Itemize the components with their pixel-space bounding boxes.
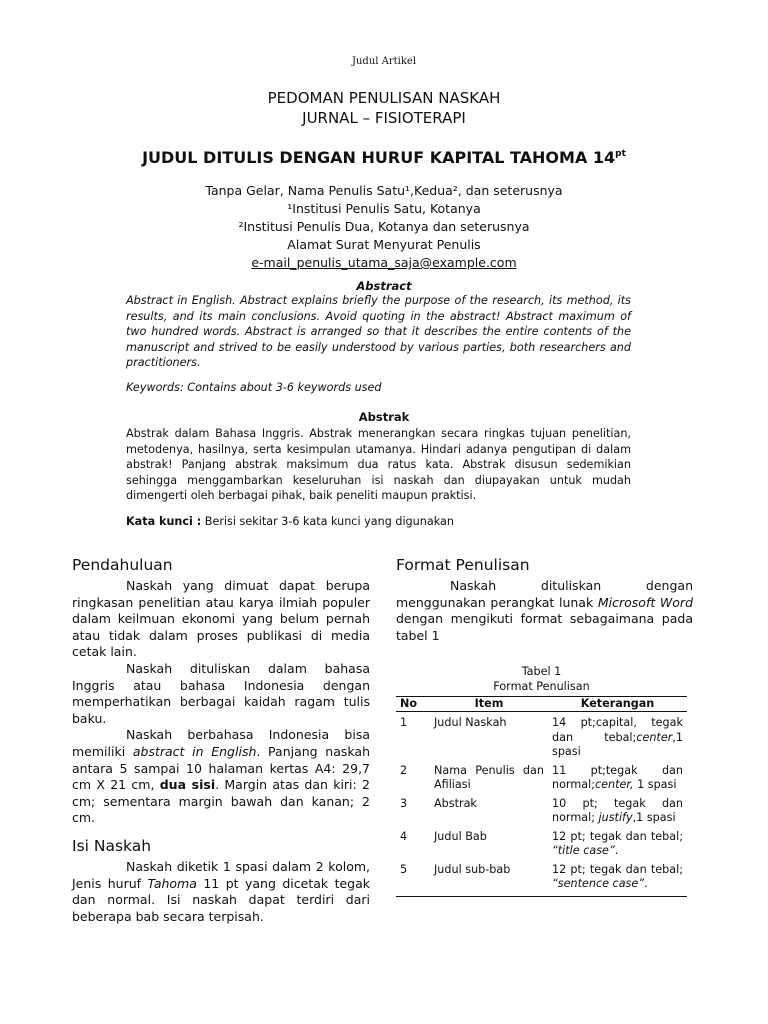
affiliation-1: ¹Institusi Penulis Satu, Kotanya (287, 201, 481, 216)
isi-naskah-paragraph (72, 859, 370, 925)
table-caption-number: Tabel 1 (521, 665, 562, 679)
table-caption-title: Format Penulisan (493, 680, 590, 694)
fmt-italic: Microsoft Word (597, 594, 694, 610)
running-head: Judul Artikel (351, 56, 417, 67)
p3-text-e: . Margin atas dan kiri: 2 cm; sementara margin bawah dan kanan; 2 cm. (72, 777, 370, 826)
pendahuluan-paragraph-3 (72, 727, 370, 827)
guide-title-line1: PEDOMAN PENULISAN NASKAH (267, 89, 501, 107)
article-title-text: JUDUL DITULIS DENGAN HURUF KAPITAL TAHOMA 14 (142, 148, 616, 167)
table-cell-item: Judul sub-bab (430, 859, 548, 897)
table-cell-no: 1 (400, 716, 408, 730)
p3-text-a: Naskah berbahasa Indonesia bisa memiliki (72, 727, 370, 759)
table-cell-item: Judul Naskah (434, 716, 507, 730)
table-cell-no: 4 (400, 829, 408, 843)
p3-text-c: . Panjang naskah antara 5 sampai 10 halaman kertas A4: 29,7 cm X 21 cm, (72, 743, 370, 793)
table-cell-item: Abstrak (434, 796, 477, 810)
table-caption (396, 664, 687, 694)
table-row (396, 760, 687, 793)
pendahuluan-paragraph-1: Naskah yang dimuat dapat berupa ringkasan penelitian atau karya ilmiah populer dalam keilmuan ekonomi yang belum pernah atau tidak dalam proses publikasi di media cetak lain. (72, 578, 370, 660)
affiliation-2: ²Institusi Penulis Dua, Kotanya dan seterusnya (238, 219, 530, 234)
right-column (396, 556, 693, 897)
table-cell-keterangan (548, 712, 687, 760)
abstract-english-text: Abstract in English. Abstract explains briefly the purpose of the research, its method, its results, and its main conclusions. Avoid quoting in the abstract! Abstract maximum of two hundred words. Abstract is arranged so that it describes the entire contents of the manuscript and strived to be easily understood by various parties, both researchers and practitioners. (126, 294, 631, 369)
fmt-text-a: Naskah dituliskan dengan menggunakan perangkat lunak (396, 578, 693, 610)
table-cell-keterangan (548, 793, 687, 826)
ket-text: 11 pt;tegak dan normal; (552, 763, 683, 792)
table-row (396, 793, 687, 826)
isi-text-a: Naskah diketik 1 spasi dalam 2 kolom, Jenis huruf (72, 858, 370, 891)
ket-text: 12 pt; tegak dan tebal; (552, 829, 683, 843)
ket-italic: center, (594, 778, 634, 792)
ket-text: ,1 spasi (552, 730, 683, 759)
table-cell-item: Nama Penulis dan Afiliasi (434, 763, 544, 792)
format-penulisan-paragraph (396, 578, 693, 644)
left-column (72, 556, 370, 925)
kata-kunci-text: Berisi sekitar 3-6 kata kunci yang digunakan (201, 515, 454, 528)
table-cell-no: 3 (400, 796, 408, 810)
fmt-text-c: dengan mengikuti format sebagaimana pada tabel 1 (396, 611, 693, 643)
section-heading-pendahuluan: Pendahuluan (72, 556, 173, 574)
table-row (396, 712, 687, 760)
section-heading-isi-naskah: Isi Naskah (72, 836, 152, 855)
guide-title (0, 88, 768, 128)
article-title-sup: pt (615, 149, 626, 159)
isi-text-c: 11 pt yang dicetak tegak dan normal. Isi naskah dapat terdiri dari beberapa bab secara terpisah. (72, 875, 370, 924)
table-cell-no: 2 (400, 763, 408, 777)
kata-kunci-label: Kata kunci : (126, 515, 202, 528)
ket-italic: center (636, 730, 673, 744)
pendahuluan-paragraph-2: Naskah dituliskan dalam bahasa Inggris atau bahasa Indonesia dengan memperhatikan berbagai kaidah ragam tulis baku. (72, 660, 370, 726)
author-names: Tanpa Gelar, Nama Penulis Satu¹,Kedua², dan seterusnya (205, 183, 563, 198)
ket-text: . (614, 844, 619, 858)
table-cell-keterangan (548, 826, 687, 859)
ket-italic: “title case” (552, 844, 615, 858)
article-title (0, 148, 768, 167)
guide-title-line2: JURNAL – FISIOTERAPI (302, 109, 466, 127)
table-header-item: Item (430, 697, 548, 712)
table-cell-keterangan (548, 859, 687, 897)
abstract-heading: Abstract (356, 279, 412, 293)
table-row (396, 859, 687, 897)
p3-bold: dua sisi (159, 777, 216, 793)
ket-italic: justify (598, 811, 633, 825)
keywords: Keywords: Contains about 3-6 keywords used (126, 381, 382, 394)
abstrak-heading: Abstrak (358, 410, 410, 424)
format-table (396, 696, 687, 897)
table-cell-item: Judul Bab (434, 829, 487, 843)
table-cell-keterangan (548, 760, 687, 793)
isi-italic: Tahoma (147, 875, 197, 891)
section-heading-format-penulisan: Format Penulisan (396, 556, 530, 574)
ket-text: 12 pt; tegak dan tebal; (552, 862, 683, 876)
table-cell-no: 5 (396, 859, 430, 897)
abstrak-indonesian-text: Abstrak dalam Bahasa Inggris. Abstrak menerangkan secara ringkas tujuan penelitian, metodenya, hasilnya, serta kesimpulan utamanya. Hindari adanya pengutipan di dalam abstrak! Panjang abstrak maksimum dua ratus kata. Abstrak disusun sedemikian sehingga menggambarkan keseluruhan isi naskah dan diupayakan untuk mudah dimengerti oleh berbagai pihak, baik peneliti maupun praktisi. (126, 427, 631, 502)
table-row (396, 826, 687, 859)
author-email-link[interactable]: e-mail_penulis_utama_saja@example.com (251, 255, 517, 270)
ket-text: 14 pt;capital, tegak dan tebal; (552, 716, 683, 744)
correspondence-address: Alamat Surat Menyurat Penulis (287, 237, 481, 252)
ket-text: ,1 spasi (632, 811, 676, 825)
ket-text: . (644, 877, 648, 891)
table-header-keterangan: Keterangan (548, 697, 687, 712)
ket-italic: “sentence case” (552, 877, 645, 891)
ket-text: 10 pt; tegak dan normal; (552, 796, 683, 825)
kata-kunci (126, 515, 454, 528)
ket-text: 1 spasi (633, 778, 677, 792)
author-block (0, 182, 768, 272)
table-header-row (396, 697, 687, 712)
p3-italic: abstract in English (132, 743, 257, 759)
table-header-no: No (396, 697, 430, 712)
